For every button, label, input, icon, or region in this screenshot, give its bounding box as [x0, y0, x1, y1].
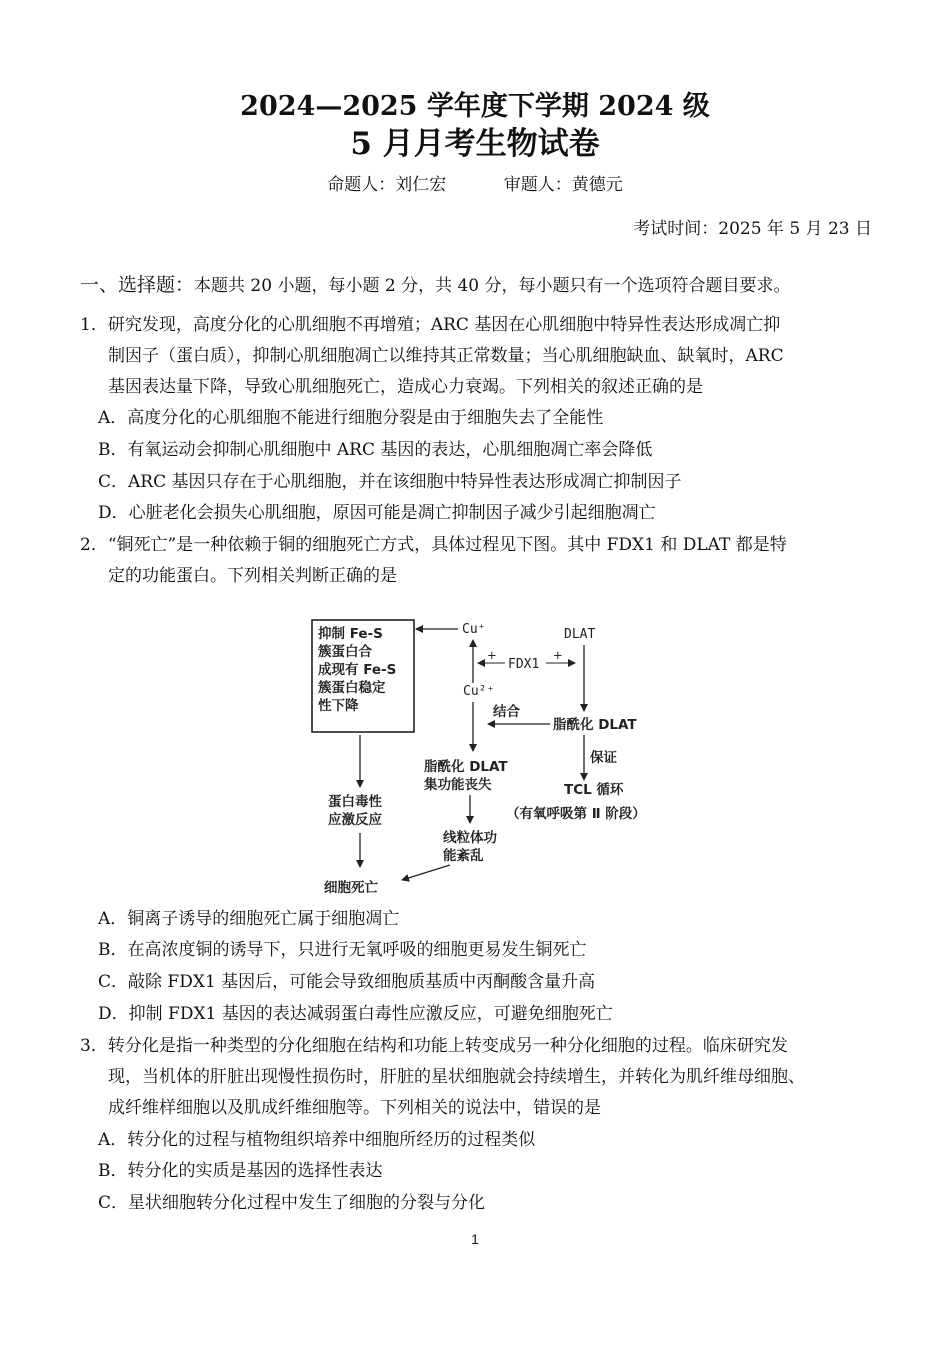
question-2-line-1: 2．“铜死亡”是一种依赖于铜的细胞死亡方式，具体过程见下图。其中 FDX1 和 DLAT 都是特	[80, 535, 787, 555]
question-3-option-b: B．转分化的实质是基因的选择性表达	[98, 1161, 383, 1181]
plus-sign-2: +	[553, 648, 563, 662]
dlat-label: DLAT	[564, 627, 596, 642]
exam-time: 考试时间：2025 年 5 月 23 日	[633, 219, 872, 239]
stress-label-line-1: 蛋白毒性	[328, 794, 382, 810]
box-text-line-1: 抑制 Fe-S	[318, 626, 383, 642]
author-line	[0, 170, 950, 195]
question-1-option-b: B．有氧运动会抑制心肌细胞中 ARC 基因的表达，心肌细胞凋亡率会降低	[98, 440, 653, 460]
box-text-line-5: 性下降	[318, 698, 359, 714]
cu2-plus-label: Cu²⁺	[463, 684, 495, 699]
question-3-option-a: A．转分化的过程与植物组织培养中细胞所经历的过程类似	[98, 1130, 536, 1150]
question-1-line-1: 1．研究发现，高度分化的心肌细胞不再增殖；ARC 基因在心肌细胞中特异性表达形成凋亡抑	[80, 315, 781, 335]
exam-title-line1: 2024—2025 学年度下学期 2024 级	[240, 91, 710, 122]
stress-label-line-2: 应激反应	[328, 812, 382, 828]
mito-to-death-arrow	[402, 865, 450, 880]
aggregation-label-line-2: 集功能丧失	[424, 777, 492, 793]
question-2-line-2: 定的功能蛋白。下列相关判断正确的是	[108, 566, 397, 586]
question-2-option-c: C．敲除 FDX1 基因后，可能会导致细胞质基质中丙酮酸含量升高	[98, 972, 596, 992]
box-text-line-2: 簇蛋白合	[318, 644, 372, 660]
mito-label-line-2: 能紊乱	[443, 848, 484, 864]
section-prefix: 一、选择题：	[80, 274, 195, 296]
question-author: 命题人：刘仁宏	[327, 175, 447, 195]
cu-plus-label: Cu⁺	[462, 622, 486, 637]
ensure-label: 保证	[590, 750, 617, 766]
question-3-line-3: 成纤维样细胞以及肌成纤维细胞等。下列相关的说法中，错误的是	[108, 1098, 601, 1118]
fdx1-label: FDX1	[508, 657, 540, 672]
question-1-line-3: 基因表达量下降，导致心肌细胞死亡，造成心力衰竭。下列相关的叙述正确的是	[108, 377, 703, 397]
section-instructions: 本题共 20 小题，每小题 2 分，共 40 分，每小题只有一个选项符合题目要求。	[194, 276, 791, 296]
question-1-option-a: A．高度分化的心肌细胞不能进行细胞分裂是由于细胞失去了全能性	[98, 408, 604, 428]
aerobic-stage-label: （有氧呼吸第 Ⅱ 阶段）	[506, 806, 646, 822]
question-1-line-2: 制因子（蛋白质），抑制心肌细胞凋亡以维持其正常数量；当心肌细胞缺血、缺氧时，ARC	[108, 346, 784, 366]
question-3-option-c: C．星状细胞转分化过程中发生了细胞的分裂与分化	[98, 1193, 486, 1213]
question-1-option-c: C．ARC 基因只存在于心肌细胞，并在该细胞中特异性表达形成凋亡抑制因子	[98, 472, 682, 492]
question-2-option-d: D．抑制 FDX1 基因的表达减弱蛋白毒性应激反应，可避免细胞死亡	[98, 1004, 613, 1024]
question-2-option-a: A．铜离子诱导的细胞死亡属于细胞凋亡	[98, 909, 400, 929]
cell-death-label: 细胞死亡	[324, 880, 378, 896]
page-number: 1	[471, 1231, 479, 1247]
question-1-option-d: D．心脏老化会损失心肌细胞，原因可能是凋亡抑制因子减少引起细胞凋亡	[98, 503, 656, 523]
binding-label: 结合	[493, 704, 520, 720]
tcl-cycle-label: TCL 循环	[564, 782, 624, 798]
question-reviewer: 审题人：黄德元	[503, 175, 623, 195]
question-3-line-2: 现，当机体的肝脏出现慢性损伤时，肝脏的星状细胞就会持续增生，并转化为肌纤维母细胞、	[108, 1067, 805, 1087]
section-heading	[80, 270, 791, 297]
mito-label-line-1: 线粒体功	[443, 830, 497, 846]
cuproptosis-diagram	[290, 605, 690, 900]
plus-sign-1: +	[487, 648, 497, 662]
lipoylated-dlat-label: 脂酰化 DLAT	[553, 717, 637, 733]
box-text-line-3: 成现有 Fe-S	[318, 662, 397, 678]
question-3-line-1: 3．转分化是指一种类型的分化细胞在结构和功能上转变成另一种分化细胞的过程。临床研究发	[80, 1036, 788, 1056]
box-text-line-4: 簇蛋白稳定	[318, 680, 386, 696]
exam-title-line2: 5 月月考生物试卷	[350, 126, 600, 162]
question-2-option-b: B．在高浓度铜的诱导下，只进行无氧呼吸的细胞更易发生铜死亡	[98, 940, 587, 960]
aggregation-label-line-1: 脂酰化 DLAT	[424, 759, 508, 775]
